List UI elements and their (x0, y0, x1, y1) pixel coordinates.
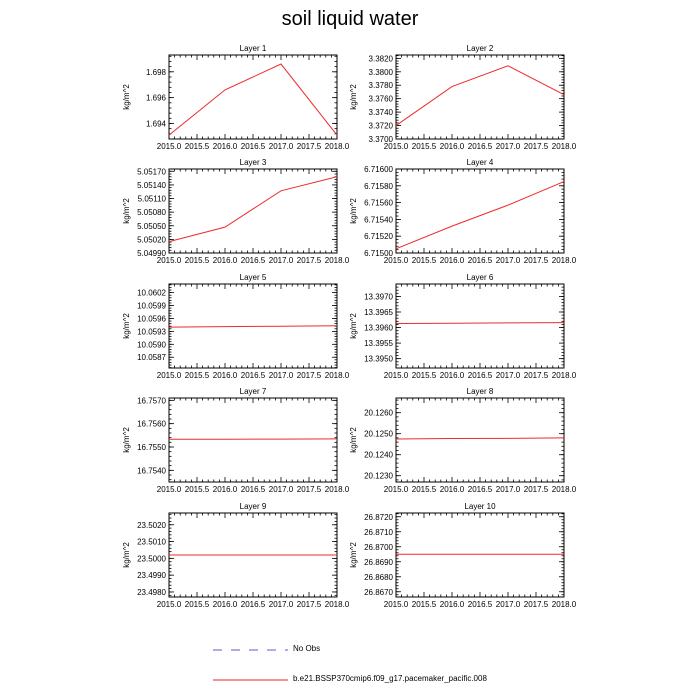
panel-5-ytick-label: 10.0587 (137, 353, 166, 363)
panel-10-ytick-label: 26.8710 (364, 527, 393, 537)
panel-4-xtick-label: 2016.5 (467, 256, 493, 265)
panel-9-ytick-label: 23.5000 (137, 554, 166, 564)
panel-7-xtick-label: 2016.0 (212, 485, 238, 494)
panel-2-title: Layer 2 (466, 44, 494, 53)
legend-label-model: b.e21.BSSP370cmip6.f09_g17.pacemaker_pacific.008 (293, 674, 487, 683)
panel-4 (349, 158, 577, 265)
panel-3-xtick-label: 2015.0 (156, 256, 182, 265)
panel-4-xtick-label: 2015.5 (411, 256, 437, 265)
panel-1-xtick-label: 2016.0 (212, 142, 238, 151)
panel-10-xtick-label: 2018.0 (551, 600, 577, 609)
panel-9-xtick-label: 2015.5 (184, 600, 210, 609)
panel-5-xtick-label: 2017.5 (296, 371, 322, 380)
panel-2-ytick-label: 3.3700 (368, 135, 393, 144)
panel-3-ytick-label: 5.05050 (137, 221, 166, 231)
panel-5-xtick-label: 2015.0 (156, 371, 182, 380)
panel-10-ytick-label: 26.8690 (364, 557, 393, 567)
panel-3-ytick-label: 5.05110 (137, 194, 166, 204)
panel-2-ytick-label: 3.3820 (368, 54, 393, 64)
panel-3-ytick-label: 5.05080 (137, 208, 166, 218)
panel-6-xtick-label: 2017.0 (495, 371, 521, 380)
panel-2-ytick-label: 3.3780 (368, 81, 393, 91)
panel-6 (349, 273, 577, 380)
panel-9-xtick-label: 2016.0 (212, 600, 238, 609)
panel-2 (349, 44, 577, 151)
panel-4-ytick-label: 6.71580 (364, 181, 393, 191)
panel-2-ytick-label: 3.3740 (368, 108, 393, 118)
panel-5-ytick-label: 10.0593 (137, 327, 166, 337)
panel-1-xtick-label: 2017.0 (268, 142, 294, 151)
panel-8-xtick-label: 2017.5 (523, 485, 549, 494)
panel-8-ytick-label: 20.1250 (364, 429, 393, 439)
panel-4-ytick-label: 6.71520 (364, 232, 393, 242)
panel-6-ytick-label: 13.3965 (364, 308, 393, 317)
panel-7-frame (169, 398, 337, 482)
panel-7-ylabel: kg/m^2 (122, 427, 131, 453)
panel-4-xtick-label: 2015.0 (383, 256, 409, 265)
panel-6-xtick-label: 2016.0 (439, 371, 465, 380)
legend-label-no-obs: No Obs (293, 644, 321, 653)
panel-2-series-line (396, 66, 564, 126)
panel-5-xtick-label: 2018.0 (324, 371, 350, 380)
panel-10-xtick-label: 2016.5 (467, 600, 493, 609)
panel-10-title: Layer 10 (464, 502, 496, 511)
panel-5-ytick-label: 10.0590 (137, 340, 166, 350)
panel-7-xtick-label: 2017.0 (268, 485, 294, 494)
panel-9-xtick-label: 2016.5 (240, 600, 266, 609)
panel-3-xtick-label: 2018.0 (324, 256, 350, 265)
panel-2-frame (396, 55, 564, 139)
panel-6-title: Layer 6 (466, 273, 494, 282)
panel-3-title: Layer 3 (239, 158, 267, 167)
panel-4-ytick-label: 6.71560 (364, 198, 393, 208)
panel-8-xtick-label: 2015.5 (411, 485, 437, 494)
panel-10-xtick-label: 2017.5 (523, 600, 549, 609)
panel-7-title: Layer 7 (239, 387, 267, 396)
panel-10-xtick-label: 2017.0 (495, 600, 521, 609)
panel-10-xtick-label: 2015.5 (411, 600, 437, 609)
panel-7-ytick-label: 16.7550 (137, 443, 166, 452)
panel-1-xtick-label: 2015.5 (184, 142, 210, 151)
panel-2-xtick-label: 2017.0 (495, 142, 521, 151)
panel-1-xtick-label: 2018.0 (324, 142, 350, 151)
panel-1-xtick-label: 2016.5 (240, 142, 266, 151)
panel-2-xtick-label: 2015.0 (383, 142, 409, 151)
panel-8-xtick-label: 2015.0 (383, 485, 409, 494)
panel-4-ytick-label: 6.71500 (364, 249, 393, 258)
panel-8-title: Layer 8 (466, 387, 494, 396)
panel-4-series-line (396, 182, 564, 249)
panel-8-ytick-label: 20.1230 (364, 471, 393, 481)
panel-6-xtick-label: 2017.5 (523, 371, 549, 380)
panel-1-xtick-label: 2017.5 (296, 142, 322, 151)
panel-1-title: Layer 1 (239, 44, 267, 53)
panel-5-ytick-label: 10.0596 (137, 314, 166, 324)
panel-5 (122, 273, 350, 380)
panel-10 (349, 502, 577, 609)
panel-9 (122, 502, 350, 609)
panel-3-ylabel: kg/m^2 (122, 198, 131, 224)
panel-10-ylabel: kg/m^2 (349, 542, 358, 568)
panel-1-series-line (169, 64, 337, 135)
panel-8-ytick-label: 20.1240 (364, 450, 393, 460)
panel-5-xtick-label: 2016.0 (212, 371, 238, 380)
panel-8-xtick-label: 2016.5 (467, 485, 493, 494)
panel-9-ytick-label: 23.5020 (137, 520, 166, 530)
panel-7-xtick-label: 2016.5 (240, 485, 266, 494)
panel-4-ylabel: kg/m^2 (349, 198, 358, 224)
panel-8-ylabel: kg/m^2 (349, 427, 358, 453)
panel-2-ytick-label: 3.3800 (368, 67, 393, 77)
panel-6-ytick-label: 13.3970 (364, 292, 393, 302)
panel-3-ytick-label: 5.05140 (137, 180, 166, 190)
panel-3-xtick-label: 2017.0 (268, 256, 294, 265)
panel-8-xtick-label: 2018.0 (551, 485, 577, 494)
panel-9-xtick-label: 2015.0 (156, 600, 182, 609)
panel-2-xtick-label: 2015.5 (411, 142, 437, 151)
panel-6-series-line (396, 323, 564, 324)
panel-7 (122, 387, 350, 494)
panel-8-xtick-label: 2017.0 (495, 485, 521, 494)
panel-4-xtick-label: 2018.0 (551, 256, 577, 265)
figure-title: soil liquid water (281, 8, 419, 30)
panel-6-xtick-label: 2018.0 (551, 371, 577, 380)
panel-9-xtick-label: 2018.0 (324, 600, 350, 609)
panel-4-title: Layer 4 (466, 158, 494, 167)
panel-1 (122, 44, 350, 151)
panel-9-xtick-label: 2017.0 (268, 600, 294, 609)
panel-2-ytick-label: 3.3760 (368, 94, 393, 104)
panel-10-ytick-label: 26.8670 (364, 587, 393, 597)
panel-8-series-line (396, 438, 564, 439)
panel-1-frame (169, 55, 337, 139)
panel-9-ytick-label: 23.4990 (137, 571, 166, 581)
panel-9-title: Layer 9 (239, 502, 267, 511)
panel-2-xtick-label: 2017.5 (523, 142, 549, 151)
panel-3-series-line (169, 177, 337, 242)
panel-5-xtick-label: 2015.5 (184, 371, 210, 380)
panel-2-ytick-label: 3.3720 (368, 121, 393, 131)
panel-1-ytick-label: 1.694 (145, 119, 166, 129)
panel-1-ytick-label: 1.698 (145, 67, 166, 77)
panel-5-ytick-label: 10.0599 (137, 301, 166, 311)
panel-3-xtick-label: 2017.5 (296, 256, 322, 265)
panel-8-frame (396, 398, 564, 482)
panel-5-title: Layer 5 (239, 273, 267, 282)
panel-10-ytick-label: 26.8680 (364, 572, 393, 582)
panel-5-ytick-label: 10.0602 (137, 288, 166, 298)
panel-4-frame (396, 169, 564, 253)
panel-7-ytick-label: 16.7540 (137, 466, 166, 476)
panel-9-ytick-label: 23.5010 (137, 537, 166, 547)
panel-3-ytick-label: 5.05020 (137, 235, 166, 245)
panel-1-xtick-label: 2015.0 (156, 142, 182, 151)
panel-7-ytick-label: 16.7560 (137, 419, 166, 429)
panel-7-xtick-label: 2018.0 (324, 485, 350, 494)
panel-6-xtick-label: 2015.0 (383, 371, 409, 380)
panel-9-ytick-label: 23.4980 (137, 587, 166, 597)
panel-8-ytick-label: 20.1260 (364, 408, 393, 418)
panel-6-ytick-label: 13.3955 (364, 339, 393, 349)
panel-3-ytick-label: 5.04990 (137, 249, 166, 258)
panel-10-ytick-label: 26.8720 (364, 512, 393, 522)
panel-8 (349, 387, 577, 494)
panel-6-ytick-label: 13.3950 (364, 354, 393, 364)
panel-3-ytick-label: 5.05170 (137, 167, 166, 177)
panel-2-xtick-label: 2016.0 (439, 142, 465, 151)
panel-2-ylabel: kg/m^2 (349, 84, 358, 110)
panel-6-frame (396, 284, 564, 368)
panel-8-xtick-label: 2016.0 (439, 485, 465, 494)
panel-5-series-line (169, 326, 337, 327)
panel-3-frame (169, 169, 337, 253)
panel-5-ylabel: kg/m^2 (122, 313, 131, 339)
panel-9-xtick-label: 2017.5 (296, 600, 322, 609)
panel-7-xtick-label: 2017.5 (296, 485, 322, 494)
panel-4-xtick-label: 2016.0 (439, 256, 465, 265)
panel-10-frame (396, 513, 564, 597)
panel-7-ytick-label: 16.7570 (137, 396, 166, 406)
panel-6-ylabel: kg/m^2 (349, 313, 358, 339)
panel-10-ytick-label: 26.8700 (364, 542, 393, 552)
panel-6-xtick-label: 2015.5 (411, 371, 437, 380)
panel-6-xtick-label: 2016.5 (467, 371, 493, 380)
panel-4-xtick-label: 2017.5 (523, 256, 549, 265)
panel-5-xtick-label: 2017.0 (268, 371, 294, 380)
panel-2-xtick-label: 2016.5 (467, 142, 493, 151)
panel-2-xtick-label: 2018.0 (551, 142, 577, 151)
panel-6-ytick-label: 13.3960 (364, 323, 393, 333)
panel-3 (122, 158, 350, 265)
panel-3-xtick-label: 2016.5 (240, 256, 266, 265)
panel-10-xtick-label: 2015.0 (383, 600, 409, 609)
panel-3-xtick-label: 2016.0 (212, 256, 238, 265)
panel-1-ytick-label: 1.696 (145, 93, 166, 103)
panel-4-xtick-label: 2017.0 (495, 256, 521, 265)
panel-1-ylabel: kg/m^2 (122, 84, 131, 110)
panel-5-xtick-label: 2016.5 (240, 371, 266, 380)
panel-9-ylabel: kg/m^2 (122, 542, 131, 568)
panel-10-xtick-label: 2016.0 (439, 600, 465, 609)
panel-4-ytick-label: 6.71600 (364, 165, 393, 174)
panel-7-xtick-label: 2015.5 (184, 485, 210, 494)
panel-3-xtick-label: 2015.5 (184, 256, 210, 265)
panel-7-xtick-label: 2015.0 (156, 485, 182, 494)
panel-4-ytick-label: 6.71540 (364, 215, 393, 225)
